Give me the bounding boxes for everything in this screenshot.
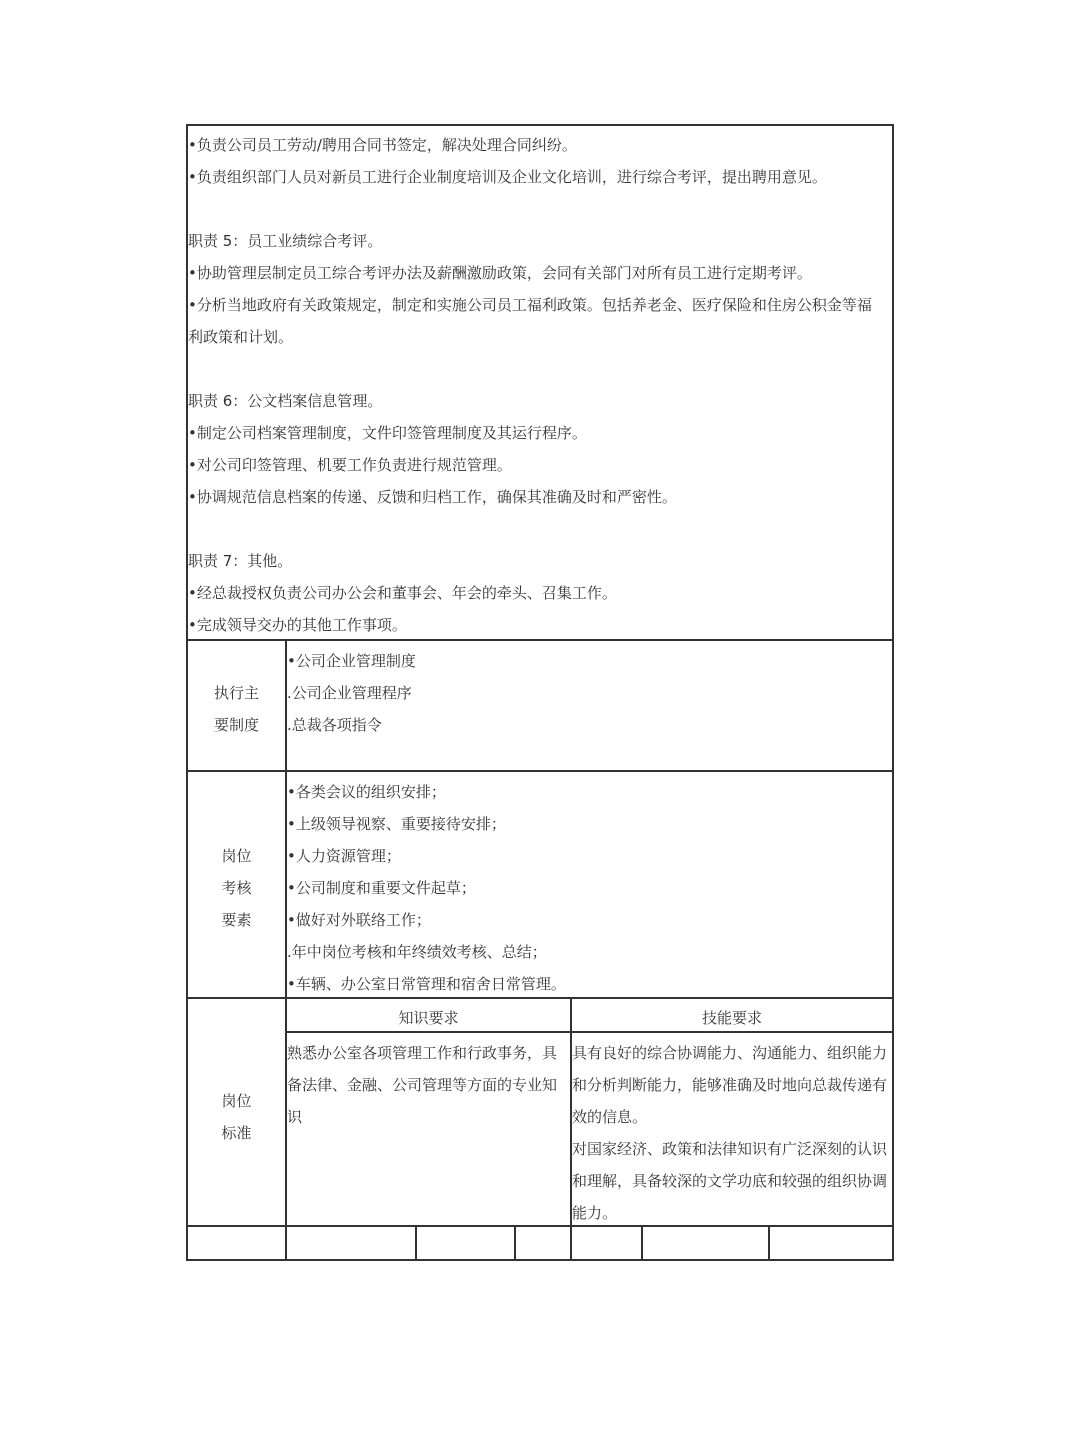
divider-systems-bottom	[188, 770, 892, 772]
skills-line: 具有良好的综合协调能力、沟通能力、组织能力	[572, 1044, 888, 1062]
duty-line: •协调规范信息档案的传递、反馈和归档工作，确保其准确及时和严密性。	[188, 488, 677, 506]
assessment-label-line: 要素	[221, 911, 252, 929]
assessment-item: •上级领导视察、重要接待安排；	[287, 815, 506, 833]
knowledge-line: 备法律、金融、公司管理等方面的专业知	[287, 1076, 558, 1094]
duty-line: •经总裁授权负责公司办公会和董事会、年会的牵头、召集工作。	[188, 584, 617, 602]
duty-line: •负责公司员工劳动/聘用合同书签定，解决处理合同纠纷。	[188, 136, 577, 154]
assessment-label-line: 考核	[221, 879, 252, 897]
assessment-item: .年中岗位考核和年终绩效考核、总结；	[287, 943, 547, 961]
duty-line: •负责组织部门人员对新员工进行企业制度培训及企业文化培训，进行综合考评，提出聘用意见。	[188, 168, 827, 186]
duty-line: •分析当地政府有关政策规定，制定和实施公司员工福利政策。包括养老金、医疗保险和住房公积金等福	[188, 296, 872, 314]
skills-line: 和理解，具备较深的文学功底和较强的组织协调	[572, 1172, 888, 1190]
system-item: .总裁各项指令	[287, 716, 382, 734]
assessment-label-line: 岗位	[221, 847, 252, 865]
duty-line: •完成领导交办的其他工作事项。	[188, 616, 407, 634]
job-description-table	[186, 124, 894, 1261]
skills-line: 和分析判断能力，能够准确及时地向总裁传递有	[572, 1076, 888, 1094]
skills-line: 效的信息。	[572, 1108, 648, 1126]
assessment-item: •各类会议的组织安排；	[287, 783, 446, 801]
system-item: •公司企业管理制度	[287, 652, 416, 670]
assessment-label	[188, 840, 285, 936]
systems-label	[188, 677, 285, 741]
skills-line: 对国家经济、政策和法律知识有广泛深刻的认识	[572, 1140, 888, 1158]
assessment-item: •人力资源管理；	[287, 847, 401, 865]
duty-line: •协助管理层制定员工综合考评办法及薪酬激励政策，会同有关部门对所有员工进行定期考评。	[188, 264, 812, 282]
duty-heading-7: 职责 7：其他。	[188, 552, 293, 570]
systems-label-line: 执行主	[213, 684, 259, 702]
assessment-item: •公司制度和重要文件起草；	[287, 879, 476, 897]
duty-line: •对公司印签管理、机要工作负责进行规范管理。	[188, 456, 512, 474]
duty-line: •制定公司档案管理制度，文件印签管理制度及其运行程序。	[188, 424, 587, 442]
duty-heading-6: 职责 6：公文档案信息管理。	[188, 392, 383, 410]
skills-line: 能力。	[572, 1204, 618, 1222]
knowledge-line: 识	[287, 1108, 303, 1126]
standards-label	[188, 1085, 285, 1149]
standards-label-line: 岗位	[221, 1092, 252, 1110]
duty-line: 利政策和计划。	[188, 328, 294, 346]
systems-label-line: 要制度	[213, 716, 259, 734]
duty-heading-5: 职责 5：员工业绩综合考评。	[188, 232, 383, 250]
assessment-item: •车辆、办公室日常管理和宿舍日常管理。	[287, 975, 566, 993]
system-item: .公司企业管理程序	[287, 684, 412, 702]
knowledge-line: 熟悉办公室各项管理工作和行政事务，具	[287, 1044, 558, 1062]
footer-row	[188, 1227, 892, 1259]
knowledge-header: 知识要求	[398, 1009, 459, 1027]
skills-header: 技能要求	[701, 1009, 762, 1027]
standards-label-line: 标准	[221, 1124, 252, 1142]
assessment-item: •做好对外联络工作；	[287, 911, 431, 929]
